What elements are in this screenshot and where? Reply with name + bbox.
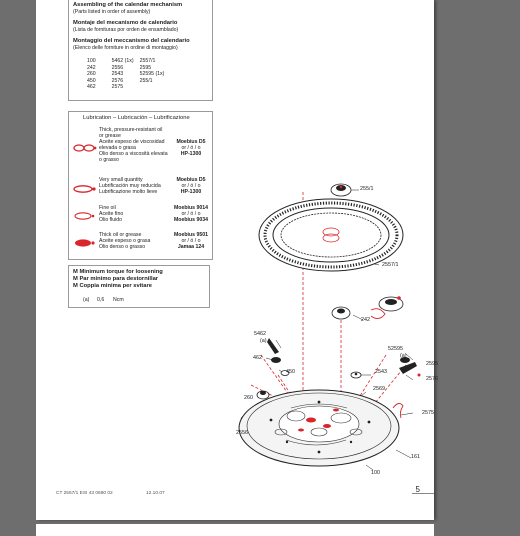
lubrication-product: Moebius D5 or / ó / o HP-1300	[176, 139, 206, 158]
part-2557-1-date-ring	[259, 199, 403, 271]
oil-fine-drop-icon	[73, 210, 97, 222]
parts-cell: 52595 (1x)	[139, 71, 165, 78]
label-ref-a-2: (a)	[400, 353, 407, 359]
part-2595	[399, 362, 421, 377]
parts-cell: 2543	[111, 71, 124, 78]
parts-cell: 462	[87, 84, 96, 91]
label-2569: 2569	[373, 386, 385, 392]
page-number: 5	[415, 485, 420, 494]
label-5462: 5462	[254, 331, 266, 337]
exploded-diagram	[201, 170, 431, 490]
assembly-title-en: Assembling of the calendar mechanism	[73, 2, 183, 8]
part-255-1	[331, 184, 351, 196]
parts-cell: 260	[87, 71, 96, 78]
document-page	[36, 0, 438, 520]
label-242: 242	[361, 317, 370, 323]
label-260: 260	[244, 395, 253, 401]
parts-row	[87, 78, 170, 85]
label-2575: 2575	[422, 410, 434, 416]
oil-thick-drop-icon	[73, 237, 97, 249]
lubrication-row-fine-oil	[73, 205, 213, 229]
parts-cell: 450	[87, 77, 96, 84]
part-462	[271, 357, 281, 363]
label-2595: 2595	[426, 361, 438, 367]
lubrication-desc: Fine oil Aceite fino Olio fluido	[99, 205, 124, 224]
parts-cell: 242	[87, 64, 96, 71]
label-2557-1: 2557/1	[382, 262, 399, 268]
torque-ref: (a)	[83, 297, 90, 303]
parts-cell	[140, 84, 171, 91]
footer-doc-code: CT 2557/1 ESI 43 0680 02	[56, 491, 113, 496]
lubrication-product: Moebius 9014 or / ó / o Moebius 9034	[173, 205, 209, 224]
label-2556: 2556	[236, 430, 248, 436]
lubrication-product: Moebius D5 or / ó / o HP-1300	[176, 177, 206, 196]
torque-box	[68, 265, 210, 308]
assembly-title-it: Montaggio del meccanismo del calendario	[73, 38, 190, 44]
torque-value: 0,6	[97, 297, 105, 303]
oil-small-drop-icon	[73, 183, 97, 195]
part-2543	[351, 372, 361, 378]
parts-table	[87, 58, 170, 91]
part-5462	[267, 338, 279, 354]
parts-cell: 5462 (1x)	[111, 58, 134, 64]
parts-cell: 255/1	[139, 77, 153, 84]
footer-date: 12.10.07	[146, 491, 165, 496]
lubrication-product: Moebius 9501 or / ó / o Jamaa 124	[173, 232, 209, 251]
lubrication-desc: Very small quantity Lubrificación muy reducida Lubrificazione molto lieve	[99, 177, 161, 196]
lubrication-row-small-qty	[73, 177, 213, 201]
label-2576: 2576	[426, 376, 438, 382]
torque-line-en: M Minimum torque for loosening	[73, 269, 163, 275]
lubrication-box	[68, 111, 213, 260]
torque-line-es: M Par mínimo para destornillar	[73, 276, 159, 282]
parts-cell: 2595	[139, 64, 152, 71]
label-ref-a-1: (a)	[260, 338, 267, 344]
parts-cell: 2557/1	[139, 58, 156, 64]
lubrication-row-thick-oil	[73, 232, 213, 256]
assembly-sub-en: (Parts listed in order of assembly)	[73, 9, 151, 15]
assembly-sub-it: (Elenco delle forniture in ordine di montaggio)	[73, 45, 178, 51]
parts-cell: 2576	[111, 77, 124, 84]
label-161: 161	[411, 454, 420, 460]
part-260	[257, 391, 269, 399]
lubrication-row-thick-grease	[73, 127, 213, 167]
part-100-base-plate	[239, 390, 399, 466]
part-242	[332, 296, 403, 319]
lubrication-title: Lubrication – Lubricación – Lubrificazione	[83, 115, 190, 121]
parts-row	[87, 65, 170, 72]
parts-row	[87, 58, 170, 65]
lubrication-desc: Thick oil or grease Aceite espeso o grasa Olio denso o grasso	[99, 232, 151, 251]
parts-cell: 2556	[111, 64, 124, 71]
assembly-title-es: Montaje del mecanismo de calendario	[73, 20, 178, 26]
label-450: 450	[286, 369, 295, 375]
label-462: 462	[253, 355, 262, 361]
parts-cell: 2575	[111, 84, 124, 91]
torque-line-it: M Coppia minima per svitare	[73, 283, 152, 289]
label-255-1: 255/1	[360, 186, 374, 192]
parts-cell: 100	[87, 58, 96, 64]
lubrication-desc: Thick, pressure-resistant oil or grease Aceite espeso de viscosidad elevada o grasa Olio denso a viscosità elevata o grasso	[99, 127, 168, 164]
torque-unit: Ncm	[113, 297, 124, 303]
label-2543: 2543	[375, 369, 387, 375]
label-100: 100	[371, 470, 380, 476]
parts-row	[87, 71, 170, 78]
oil-double-drop-icon	[73, 142, 97, 154]
parts-row	[87, 84, 170, 91]
assembly-parts-box	[68, 0, 213, 101]
label-52595: 52595	[388, 346, 403, 352]
next-page-edge	[36, 524, 434, 536]
assembly-sub-es: (Lista de fornituras por orden de ensamblado)	[73, 27, 179, 33]
